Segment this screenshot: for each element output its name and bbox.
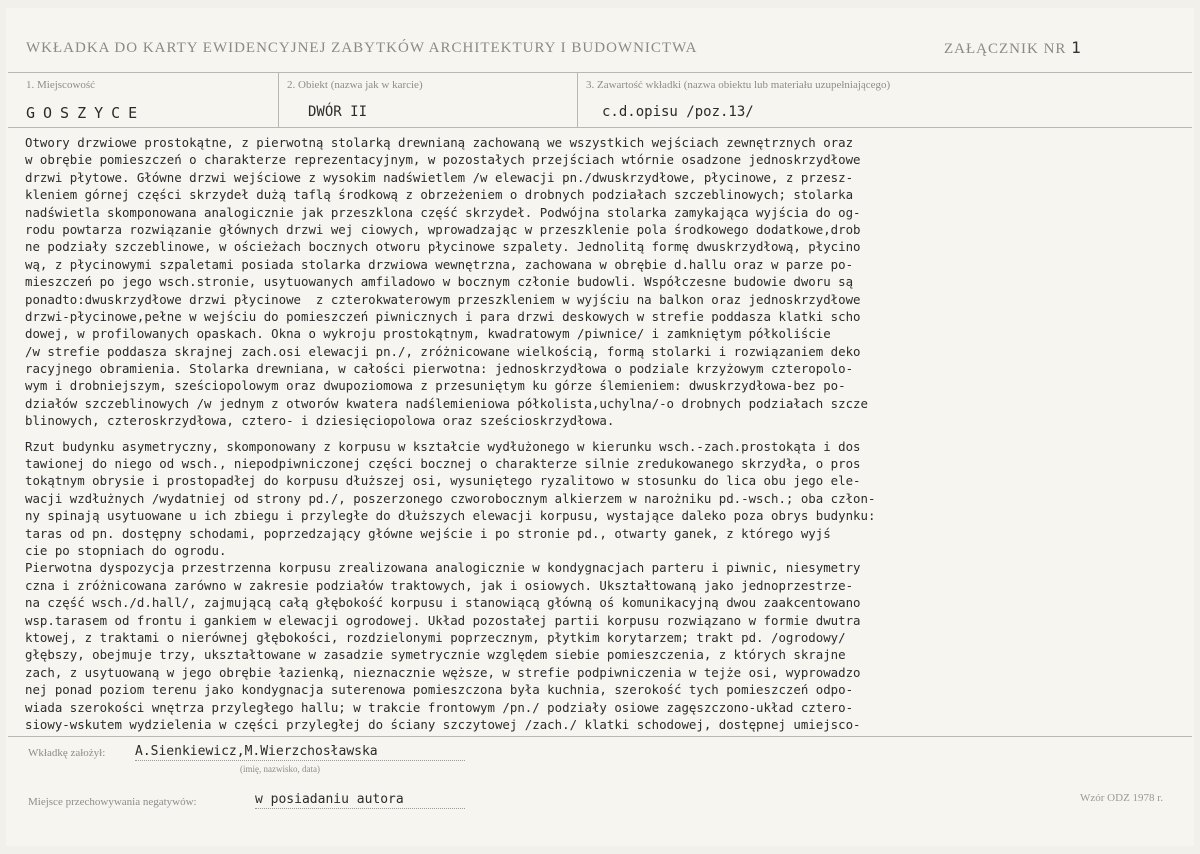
- annex-label: ZAŁĄCZNIK NR: [944, 41, 1067, 57]
- description-body: [25, 134, 1195, 733]
- field-separator-2: [577, 72, 578, 127]
- text-line: dowej, w profilowanych opaskach. Okna o wykroju prostokątnym, kwadratowym /piwnice/ i zamkniętym półkoliście: [25, 326, 831, 342]
- text-line: drzwi płytowe. Główne drzwi wejściowe z wysokim nadświetlem /w elewacji pn./dwuskrzydłowe, płycinowe, z przesz-: [25, 169, 854, 185]
- text-line: ktowej, z traktami o nierównej głębokości, rozdzielonymi poprzecznym, płytkim korytarzem; trakt pd. /ogrodowy/: [25, 629, 846, 645]
- text-line: wiada szerokości wnętrza przyległego hallu; w trakcie frontowym /pn./ podziały osiowe zagęszczono-układ cztero-: [25, 699, 854, 715]
- text-line: nadświetla skomponowana analogicznie jak przeszklona część skrzydeł. Podwójna stolarka zamykająca wyjścia do og-: [25, 204, 861, 220]
- text-line: ny spinają usytuowane u ich zbiegu i przyległe do dłuższych elewacji korpusu, wystające daleko poza obrys budynku:: [25, 508, 876, 524]
- text-line: ne podziały szczeblinowe, w ościeżach bocznych otworu płycinowe szpalety. Jednolitą formę dwuskrzydłową, płycino: [25, 239, 861, 255]
- text-line: działów szczeblinowych /w jednym z otworów kwatera nadślemieniowa półkolista,uchylna/-o drobnych podziałach szcze: [25, 395, 868, 411]
- content-value: c.d.opisu /poz.13/: [602, 104, 754, 120]
- body-footer-divider: [8, 736, 1192, 737]
- text-line: zach, z usytuowaną w jego obrębie łazienką, nieznacznie węższe, w strefie podpiwniczenia w tejże osi, wyprowadzo: [25, 664, 861, 680]
- author-label: Wkładkę założył:: [28, 747, 106, 759]
- text-line: na część wsch./d.hall/, zajmującą całą głębokość korpusu i stanowiącą główną oś komunikacyjną dwou zaakcentowano: [25, 595, 861, 611]
- content-label: 3. Zawartość wkładki (nazwa obiektu lub materiału uzupełniającego): [586, 79, 891, 91]
- text-line: mieszczeń po jego wsch.stronie, usytuowanych amfiladowo w bocznym członie budowli. Współczesne budowie dworu są: [25, 274, 854, 290]
- text-line: w obrębie pomieszczeń o charakterze reprezentacyjnym, w pozostałych przejściach wtórnie osadzone jednoskrzydłowe: [25, 152, 861, 168]
- locality-value: GOSZYCE: [26, 104, 146, 122]
- author-hint: (imię, nazwisko, data): [240, 764, 320, 774]
- locality-label: 1. Miejscowość: [26, 79, 96, 91]
- fields-divider: [8, 127, 1192, 128]
- text-line: wacji wzdłużnych /wydatniej od strony pd./, poszerzonego czworobocznym alkierzem w narożniku pd.-wsch.; oba człon-: [25, 490, 876, 506]
- text-line: blinowych, czteroskrzydłowa, cztero- i dziesięciopolowa oraz sześcioskrzydłowa.: [25, 413, 615, 429]
- text-line: taras od pn. dostępny schodami, poprzedzający główne wejście i po stronie pd., otwarty ganek, z którego wyjś: [25, 525, 831, 541]
- author-value: A.Sienkiewicz,M.Wierzchosławska: [135, 744, 465, 761]
- object-label: 2. Obiekt (nazwa jak w karcie): [287, 79, 423, 91]
- text-line: drzwi-płycinowe,pełne w wejściu do pomieszczeń piwnicznych i para drzwi deskowych w strefie poddasza klatki scho: [25, 308, 861, 324]
- text-line: tokątnym obrysie i prostopadłej do korpusu dłuższej osi, wysuniętego ryzalitowo w stosunku do lica obu jego ele-: [25, 473, 861, 489]
- text-line: rodu powtarza rozwiązanie głównych drzwi wej ciowych, wprowadzając w przeszklenie pola środkowego dodatkowe,drob: [25, 221, 861, 237]
- text-line: siowy-wskutem wydzielenia w części przyległej do ściany szczytowej /zach./ klatki schodowej, dostępnej umiejsco-: [25, 716, 861, 732]
- negatives-value: w posiadaniu autora: [255, 792, 465, 809]
- paragraph-doors-windows: [25, 134, 1195, 430]
- form-template-note: Wzór ODZ 1978 r.: [1080, 792, 1164, 804]
- paragraph-plan: [25, 438, 1195, 560]
- annex-number: 1: [1071, 38, 1082, 57]
- text-line: wą, z płycinowymi szpaletami posiada stolarka drzwiowa wewnętrzna, zachowana w obrębie d.hallu oraz w parze po-: [25, 256, 854, 272]
- header-divider: [8, 72, 1192, 73]
- paragraph-layout: [25, 559, 1195, 733]
- negatives-label: Miejsce przechowywania negatywów:: [28, 796, 197, 808]
- text-line: kleniem górnej części skrzydeł dużą taflą środkową z obrzeżeniem o drobnych podziałach szczeblinowych; stolarka: [25, 187, 854, 203]
- field-separator-1: [278, 72, 279, 127]
- text-line: tawionej do niego od wsch., niepodpiwniczonej części bocznej o charakterze silnie zredukowanego skrzydła, o pros: [25, 456, 861, 472]
- text-line: racyjnego obramienia. Stolarka drewniana, w całości pierwotna: jednoskrzydłowa o podziale krzyżowym czteropolo-: [25, 361, 854, 377]
- object-value: DWÓR II: [308, 104, 368, 120]
- text-line: wsp.tarasem od frontu i gankiem w elewacji ogrodowej. Układ pozostałej partii korpusu rozwiązano w formie dwutra: [25, 612, 861, 628]
- text-line: Pierwotna dyspozycja przestrzenna korpusu zrealizowana analogicznie w kondygnacjach parteru i piwnic, niesymetry: [25, 560, 861, 576]
- text-line: /w strefie poddasza skrajnej zach.osi elewacji pn./, zróżnicowane wielkością, formą stolarki i rozwiązaniem deko: [25, 343, 861, 359]
- annex-heading: [944, 38, 1082, 58]
- text-line: cie po stopniach do ogrodu.: [25, 542, 227, 558]
- text-line: Otwory drzwiowe prostokątne, z pierwotną stolarką drewnianą zachowaną we wszystkich wejściach zewnętrznych oraz: [25, 135, 854, 150]
- form-title: WKŁADKA DO KARTY EWIDENCYJNEJ ZABYTKÓW ARCHITEKTURY I BUDOWNICTWA: [26, 40, 698, 56]
- text-line: czna i zróżnicowana zarówno w zakresie podziałów traktowych, jak i osiowych. Ukształtowaną jako jednoprzestrze-: [25, 577, 854, 593]
- text-line: ponadto:dwuskrzydłowe drzwi płycinowe z czterokwaterowym przeszkleniem w wyjściu na balkon oraz jednoskrzydłowe: [25, 291, 861, 307]
- text-line: wym i drobniejszym, sześciopolowym oraz dwupoziomowa z przesuniętym ku górze ślemieniem: dwuskrzydłowa-bez po-: [25, 378, 846, 394]
- text-line: Rzut budynku asymetryczny, skomponowany z korpusu w kształcie wydłużonego w kierunku wsch.-zach.prostokąta i dos: [25, 438, 861, 454]
- text-line: głębszy, obejmuje trzy, ukształtowane w zasadzie symetrycznie względem siebie pomieszczenia, z których skrajne: [25, 647, 846, 663]
- text-line: nej ponad poziom terenu jako kondygnacja suterenowa pomieszczona była kuchnia, szerokość tych pomieszczeń odpo-: [25, 682, 854, 698]
